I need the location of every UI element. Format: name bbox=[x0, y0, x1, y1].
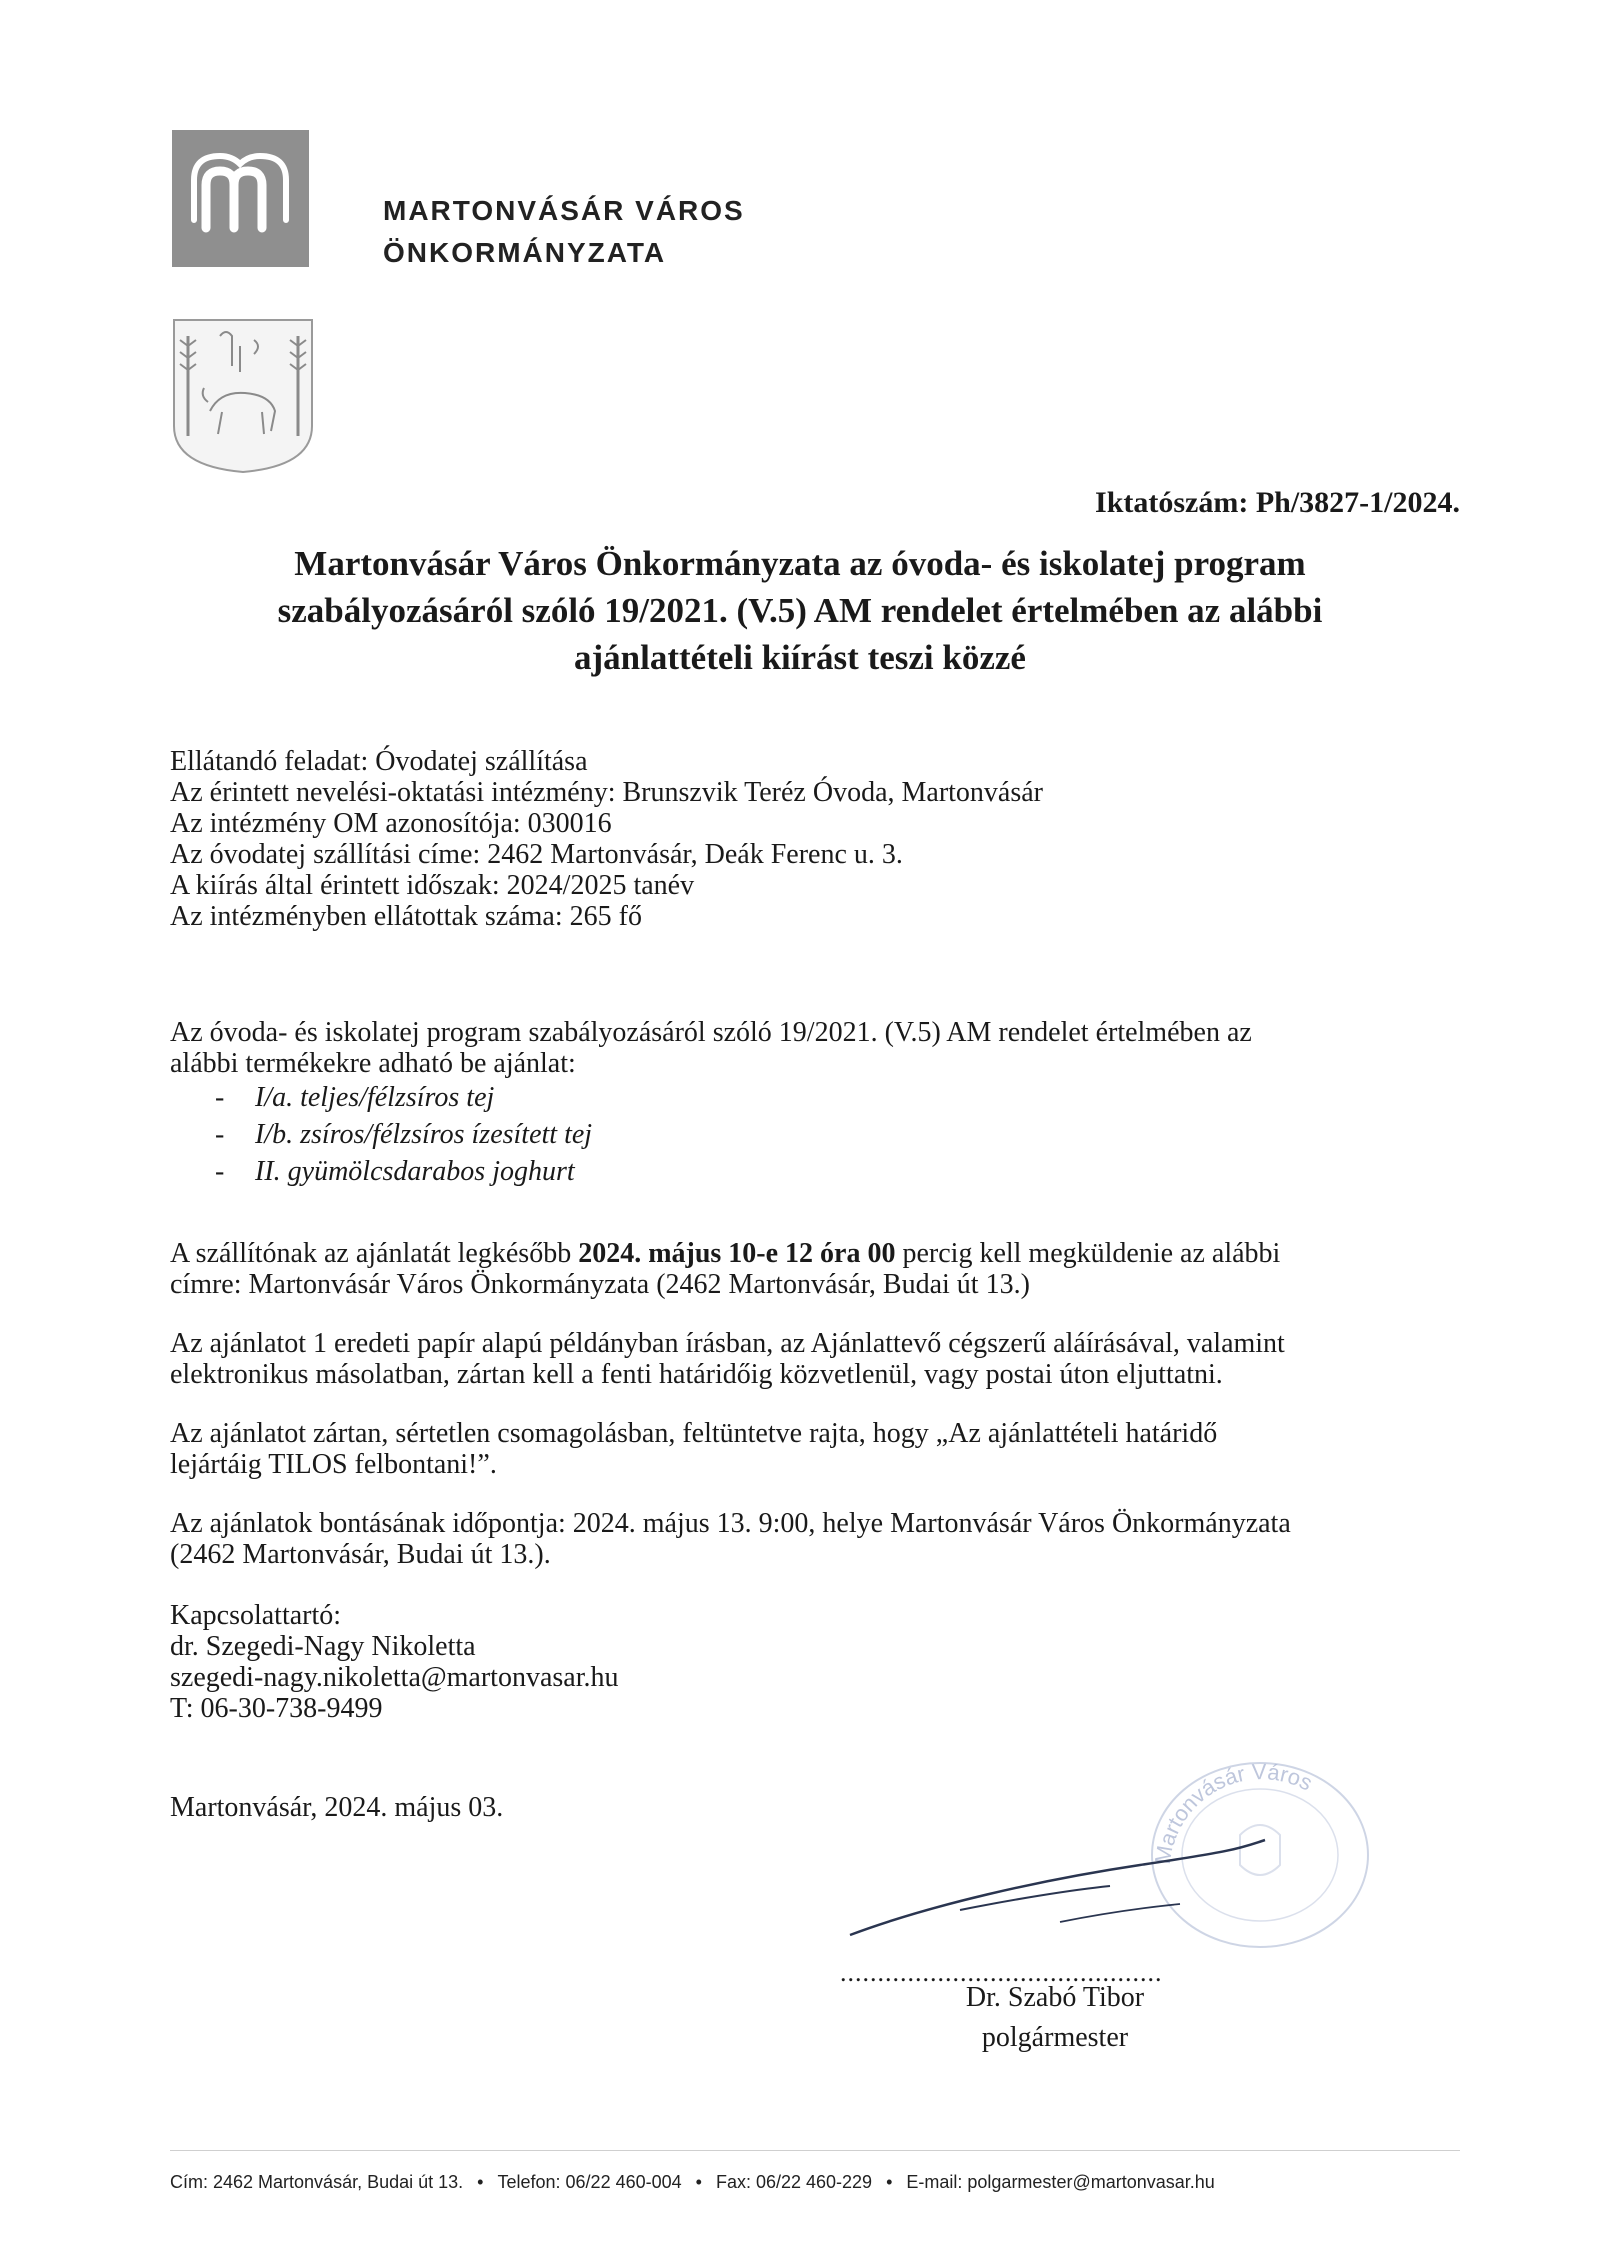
footer-address: Cím: 2462 Martonvásár, Budai út 13. bbox=[170, 2172, 464, 2192]
signature-line: ........................................... bbox=[840, 1958, 1163, 1987]
products-intro-line2: alábbi termékekre adható be ajánlat: bbox=[170, 1048, 576, 1079]
sealed-line1: Az ajánlatot zártan, sértetlen csomagolásban, feltüntetve rajta, hogy „Az ajánlattételi határidő bbox=[170, 1418, 1218, 1449]
reference-number: Iktatószám: Ph/3827-1/2024. bbox=[1095, 486, 1460, 519]
sealed-line2: lejártáig TILOS felbontani!”. bbox=[170, 1449, 497, 1480]
contact-block bbox=[170, 1600, 1470, 1724]
list-item: - I/b. zsíros/félzsíros ízesített tej bbox=[215, 1119, 593, 1150]
stamp-text: Martonvásár Város bbox=[1149, 1758, 1317, 1866]
title-line1: Martonvásár Város Önkormányzata az óvoda- és iskolatej program bbox=[294, 544, 1306, 583]
detail-delivery-address: Az óvodatej szállítási címe: 2462 Martonvásár, Deák Ferenc u. 3. bbox=[170, 839, 903, 870]
footer-email[interactable]: E-mail: polgarmester@martonvasar.hu bbox=[906, 2172, 1215, 2192]
opening-line2: (2462 Martonvásár, Budai út 13.). bbox=[170, 1539, 551, 1570]
products-block bbox=[170, 1017, 1470, 1190]
detail-om-id: Az intézmény OM azonosítója: 030016 bbox=[170, 808, 612, 839]
deadline-paragraph bbox=[170, 1238, 1470, 1300]
details-block bbox=[170, 746, 1470, 932]
contact-email[interactable]: szegedi-nagy.nikoletta@martonvasar.hu bbox=[170, 1662, 619, 1693]
contact-phone: T: 06-30-738-9499 bbox=[170, 1693, 383, 1724]
submission-line1: Az ajánlatot 1 eredeti papír alapú példányban írásban, az Ajánlattevő cégszerű aláírásával, valamint bbox=[170, 1328, 1285, 1359]
opening-paragraph bbox=[170, 1508, 1470, 1570]
place-date: Martonvásár, 2024. május 03. bbox=[170, 1792, 504, 1823]
title-line3: ajánlattételi kiírást teszi közzé bbox=[574, 638, 1026, 677]
logo-mark-icon bbox=[172, 130, 309, 267]
list-item: - II. gyümölcsdarabos joghurt bbox=[215, 1156, 575, 1187]
products-list bbox=[170, 1079, 1470, 1190]
footer-divider bbox=[170, 2150, 1460, 2151]
organization-name-line2: ÖNKORMÁNYZATA bbox=[383, 237, 667, 268]
opening-line1: Az ajánlatok bontásának időpontja: 2024. május 13. 9:00, helye Martonvásár Város Önkormányzata bbox=[170, 1508, 1291, 1539]
handwritten-signature bbox=[840, 1810, 1280, 1960]
deadline-date: 2024. május 10-e 12 óra 00 bbox=[578, 1238, 896, 1269]
footer-fax: Fax: 06/22 460-229 bbox=[715, 2172, 873, 2192]
footer bbox=[170, 2172, 1470, 2193]
municipality-logo bbox=[172, 130, 309, 267]
detail-headcount: Az intézményben ellátottak száma: 265 fő bbox=[170, 901, 642, 932]
detail-institution: Az érintett nevelési-oktatási intézmény: Brunszvik Teréz Óvoda, Martonvásár bbox=[170, 777, 1044, 808]
submission-paragraph bbox=[170, 1328, 1470, 1390]
document-title bbox=[200, 540, 1400, 681]
deadline-line2: címre: Martonvásár Város Önkormányzata (2462 Martonvásár, Budai út 13.) bbox=[170, 1269, 1030, 1300]
footer-separator: • bbox=[695, 2172, 702, 2192]
organization-name bbox=[383, 190, 745, 274]
signatory-name: Dr. Szabó Tibor bbox=[965, 1982, 1145, 2013]
footer-separator: • bbox=[886, 2172, 893, 2192]
submission-line2: elektronikus másolatban, zártan kell a fenti határidőig közvetlenül, vagy postai úton eljuttatni. bbox=[170, 1359, 1223, 1390]
title-line2: szabályozásáról szóló 19/2021. (V.5) AM rendelet értelmében az alábbi bbox=[277, 591, 1323, 630]
list-item: - I/a. teljes/félzsíros tej bbox=[215, 1082, 495, 1113]
organization-name-line1: MARTONVÁSÁR VÁROS bbox=[383, 195, 745, 226]
detail-period: A kiírás által érintett időszak: 2024/2025 tanév bbox=[170, 870, 695, 901]
signatory-role: polgármester bbox=[981, 2022, 1129, 2053]
contact-label: Kapcsolattartó: bbox=[170, 1600, 342, 1631]
deadline-line1: A szállítónak az ajánlatát legkésőbb 2024. május 10-e 12 óra 00 percig kell megküldenie az alábbi bbox=[170, 1238, 1281, 1269]
footer-phone: Telefon: 06/22 460-004 bbox=[497, 2172, 682, 2192]
detail-task: Ellátandó feladat: Óvodatej szállítása bbox=[170, 746, 588, 777]
products-intro-line1: Az óvoda- és iskolatej program szabályozásáról szóló 19/2021. (V.5) AM rendelet értelmében az bbox=[170, 1017, 1252, 1048]
contact-name: dr. Szegedi-Nagy Nikoletta bbox=[170, 1631, 476, 1662]
coat-of-arms-icon bbox=[170, 316, 316, 476]
signatory-block bbox=[840, 1978, 1270, 2058]
footer-separator: • bbox=[477, 2172, 484, 2192]
sealed-paragraph bbox=[170, 1418, 1470, 1480]
